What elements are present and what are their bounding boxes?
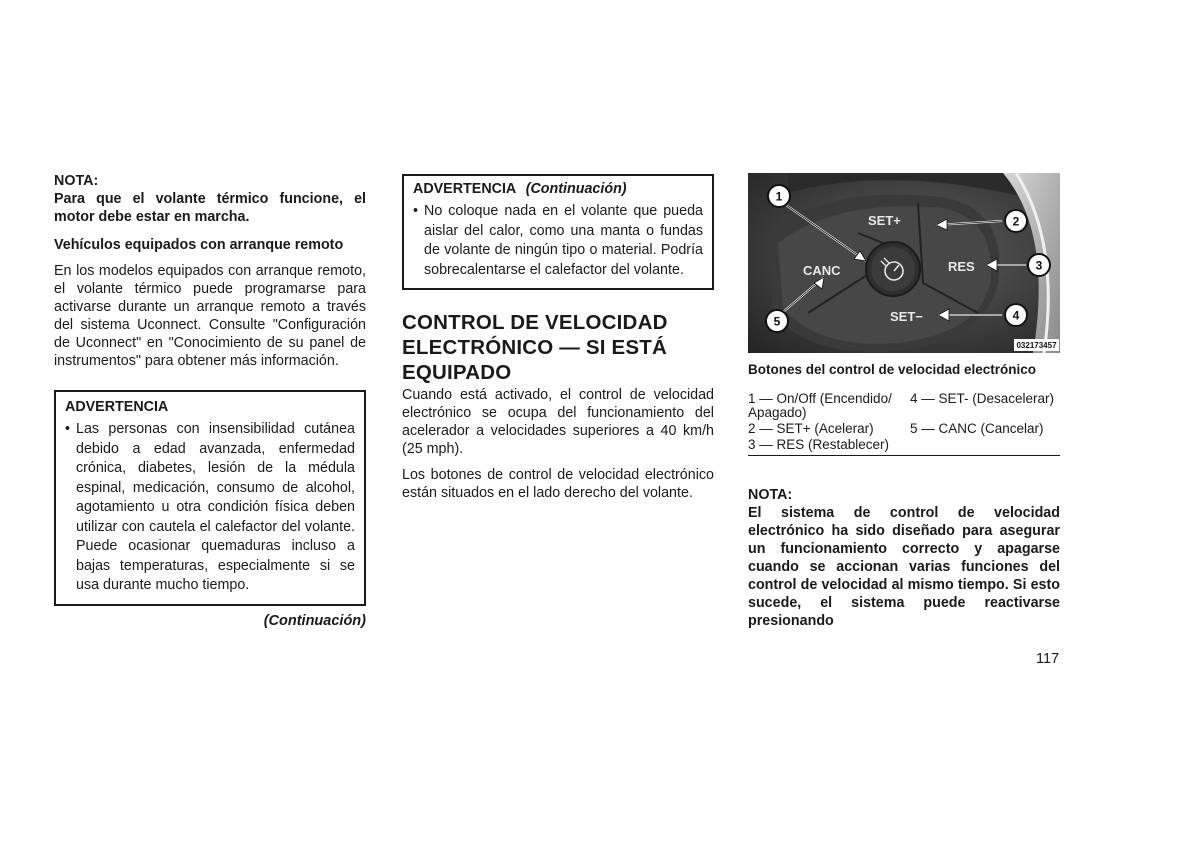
legend-item-4: 4 — SET- (Desacelerar): [910, 391, 1055, 406]
bullet-marker: •: [413, 203, 419, 219]
callout-2: 2: [1012, 214, 1020, 229]
legend-item-1-cont: Apagado): [748, 405, 807, 420]
bullet-marker: •: [65, 421, 71, 437]
button-set-minus-label: SET−: [890, 309, 923, 324]
warning-text: No coloque nada en el volante que pueda aislar del calor, como una manta o fundas de volante de ningún tipo o material. Podría sobrecalentarse el calefactor del volante.: [424, 203, 703, 278]
warning-bullet-item: [65, 420, 355, 596]
button-res-label: RES: [948, 259, 975, 274]
section-title: CONTROL DE VELOCIDAD ELECTRÓNICO — SI ESTÁ EQUIPADO: [402, 311, 668, 384]
callout-1: 1: [775, 189, 783, 204]
cruise-paragraph-2: Los botones de control de velocidad electrónico están situados en el lado derecho del volante.: [402, 467, 714, 501]
note-label: NOTA:: [54, 173, 99, 189]
continued-label: (Continuación): [263, 612, 366, 629]
callout-3: 3: [1035, 258, 1043, 273]
warning-title-continued: (Continuación): [525, 181, 627, 197]
image-code: 032173457: [1016, 341, 1057, 350]
remote-start-heading: Vehículos equipados con arranque remoto: [54, 237, 344, 253]
legend-item-2: 2 — SET+ (Acelerar): [748, 421, 874, 436]
legend-item-1: 1 — On/Off (Encendido/: [748, 391, 892, 406]
note-text: El sistema de control de velocidad electrónico ha sido diseñado para asegurar un funcionamiento correcto y apagarse cuando se accionan varias funciones del control de velocidad al mismo tiempo. Si esto sucede, el sistema puede reactivarse presionando: [748, 505, 1060, 629]
callout-5: 5: [773, 314, 781, 329]
warning-box-continued: [402, 174, 714, 290]
legend-item-5: 5 — CANC (Cancelar): [910, 421, 1044, 436]
warning-title: ADVERTENCIA: [413, 181, 516, 197]
callout-4: 4: [1012, 308, 1020, 323]
remote-start-paragraph: En los modelos equipados con arranque remoto, el volante térmico puede programarse para activarse durante un arranque remoto a través del sistema Uconnect. Consulte "Configuración de Uconnect" en "Conocimiento de su panel de instrumentos" para obtener más información.: [54, 263, 366, 369]
middle-column: [402, 174, 714, 502]
figure-caption: Botones del control de velocidad electrónico: [748, 362, 1037, 377]
steering-wheel-photo: [748, 173, 1060, 353]
note-text: Para que el volante térmico funcione, el motor debe estar en marcha.: [54, 191, 366, 225]
left-column: [54, 172, 366, 630]
right-column: [748, 173, 1060, 630]
page-number: 117: [1036, 651, 1060, 667]
legend-item-3: 3 — RES (Restablecer): [748, 437, 890, 452]
warning-text: Las personas con insensibilidad cutánea debido a edad avanzada, enfermedad crónica, diabetes, lesión de la médula espinal, medicación, consumo de alcohol, agotamiento u otra condición física deben utilizar con cautela el calefactor del volante. Puede ocasionar quemaduras incluso a bajas temperaturas, especialmente si se usa durante mucho tiempo.: [76, 421, 355, 593]
button-canc-label: CANC: [803, 263, 841, 278]
warning-title-row: [413, 180, 703, 198]
note-label: NOTA:: [748, 487, 793, 503]
warning-bullet-item: [413, 202, 703, 280]
button-set-plus-label: SET+: [868, 213, 901, 228]
cruise-paragraph-1: Cuando está activado, el control de velocidad electrónico se ocupa del funcionamiento del acelerador a velocidades superiores a 40 km/h (25 mph).: [402, 387, 714, 457]
warning-box: [54, 390, 366, 606]
figure-legend: [748, 391, 1060, 456]
warning-title: ADVERTENCIA: [65, 399, 169, 415]
